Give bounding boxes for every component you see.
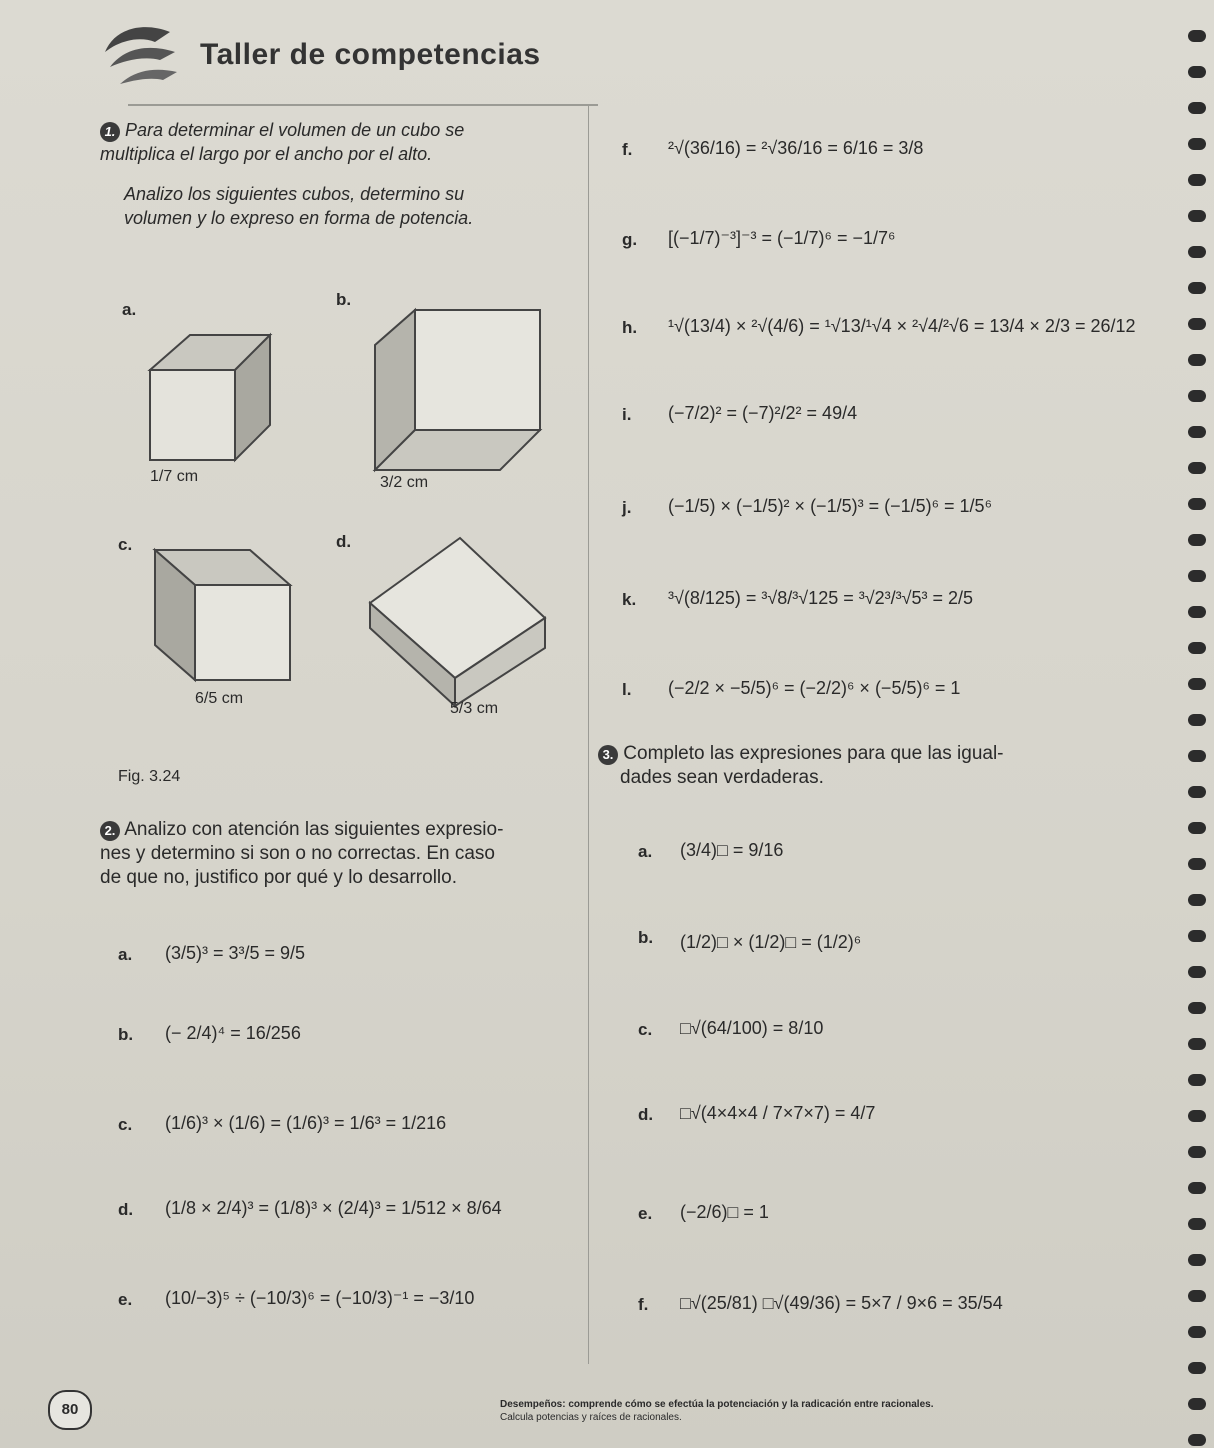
ex2-item-label: d. xyxy=(118,1200,134,1219)
spiral-hole xyxy=(1188,858,1206,870)
spiral-hole xyxy=(1188,534,1206,546)
spiral-hole xyxy=(1188,1038,1206,1050)
footer-performance-note xyxy=(500,1398,1060,1424)
cube-b-label: b. xyxy=(336,290,352,309)
figure-caption: Fig. 3.24 xyxy=(118,768,181,785)
ex3-item-label: e. xyxy=(638,1204,653,1223)
spiral-hole xyxy=(1188,390,1206,402)
spiral-hole xyxy=(1188,570,1206,582)
spiral-hole xyxy=(1188,102,1206,114)
spiral-hole xyxy=(1188,786,1206,798)
exercise-1-number: 1. xyxy=(100,122,120,142)
spiral-hole xyxy=(1188,66,1206,78)
cube-b-caption: 3/2 cm xyxy=(380,474,429,491)
cube-d xyxy=(360,528,550,713)
exercise-1-line: multiplica el largo por el ancho por el alto. xyxy=(100,144,433,164)
cube-c xyxy=(150,545,295,690)
spiral-hole xyxy=(1188,426,1206,438)
ex2-expression: (1/8 × 2/4)³ = (1/8)³ × (2/4)³ = 1/512 × 8/64 xyxy=(165,1198,502,1218)
column-divider xyxy=(588,104,589,1364)
spiral-hole xyxy=(1188,1398,1206,1410)
exercise-2-number: 2. xyxy=(100,821,120,841)
ex3-item-label: a. xyxy=(638,842,653,861)
spiral-hole xyxy=(1188,498,1206,510)
spiral-hole xyxy=(1188,1362,1206,1374)
spiral-binding xyxy=(1174,0,1214,1448)
ex3-expression: □√(4×4×4 / 7×7×7) = 4/7 xyxy=(680,1103,876,1123)
exercise-1-line: Para determinar el volumen de un cubo se xyxy=(125,120,465,140)
spiral-hole xyxy=(1188,822,1206,834)
ex3-expression: □√(64/100) = 8/10 xyxy=(680,1018,824,1038)
right-expression: (−2/2 × −5/5)⁶ = (−2/2)⁶ × (−5/5)⁶ = 1 xyxy=(668,678,961,698)
spiral-hole xyxy=(1188,30,1206,42)
footer-line: Desempeños: comprende cómo se efectúa la potenciación y la radicación entre racionales. xyxy=(500,1399,934,1410)
ex2-expression: (3/5)³ = 3³/5 = 9/5 xyxy=(165,943,306,963)
spiral-hole xyxy=(1188,894,1206,906)
right-expression: [(−1/7)⁻³]⁻³ = (−1/7)⁶ = −1/7⁶ xyxy=(668,228,896,248)
spiral-hole xyxy=(1188,714,1206,726)
spiral-hole xyxy=(1188,1146,1206,1158)
exercise-3-intro xyxy=(598,742,1098,790)
cube-a-caption: 1/7 cm xyxy=(150,468,199,485)
exercise-2-line: Analizo con atención las siguientes expresio- xyxy=(124,819,504,840)
exercise-3-line: dades sean verdaderas. xyxy=(620,767,824,788)
spiral-hole xyxy=(1188,642,1206,654)
spiral-hole xyxy=(1188,354,1206,366)
ex2-expression: (10/−3)⁵ ÷ (−10/3)⁶ = (−10/3)⁻¹ = −3/10 xyxy=(165,1288,475,1308)
ex2-expression: (1/6)³ × (1/6) = (1/6)³ = 1/6³ = 1/216 xyxy=(165,1113,447,1133)
right-item-label: g. xyxy=(622,230,638,249)
spiral-hole xyxy=(1188,174,1206,186)
footer-line: Calcula potencias y raíces de racionales. xyxy=(500,1412,682,1423)
cube-d-caption: 5/3 cm xyxy=(450,700,499,717)
right-item-label: j. xyxy=(622,498,632,517)
right-expression: (−1/5) × (−1/5)² × (−1/5)³ = (−1/5)⁶ = 1/5⁶ xyxy=(668,496,992,516)
spiral-hole xyxy=(1188,282,1206,294)
exercise-1-line: Analizo los siguientes cubos, determino su xyxy=(124,184,465,204)
right-item-label: l. xyxy=(622,680,632,699)
ex3-expression: □√(25/81) □√(49/36) = 5×7 / 9×6 = 35/54 xyxy=(680,1293,1003,1313)
right-expression: ²√(36/16) = ²√36/16 = 6/16 = 3/8 xyxy=(668,138,924,158)
right-item-label: h. xyxy=(622,318,638,337)
exercise-2-line: nes y determino si son o no correctas. En caso xyxy=(100,843,495,864)
cube-d-label: d. xyxy=(336,532,352,551)
ex2-item-label: c. xyxy=(118,1115,133,1134)
spiral-hole xyxy=(1188,1218,1206,1230)
cube-a xyxy=(145,330,275,470)
ex2-item-label: b. xyxy=(118,1025,134,1044)
right-expression: (−7/2)² = (−7)²/2² = 49/4 xyxy=(668,403,858,423)
ex2-item-label: a. xyxy=(118,945,133,964)
right-expression: ³√(8/125) = ³√8/³√125 = ³√2³/³√5³ = 2/5 xyxy=(668,588,974,608)
cube-a-label: a. xyxy=(122,300,137,319)
exercise-1-line: volumen y lo expreso en forma de potencia. xyxy=(124,208,474,228)
ex3-expression: (−2/6)□ = 1 xyxy=(680,1202,769,1222)
ex3-expression: (3/4)□ = 9/16 xyxy=(680,840,784,860)
cube-b xyxy=(370,305,545,480)
spiral-hole xyxy=(1188,1254,1206,1266)
spiral-hole xyxy=(1188,1326,1206,1338)
cube-c-label: c. xyxy=(118,535,133,554)
ex3-expression: (1/2)□ × (1/2)□ = (1/2)⁶ xyxy=(680,932,862,952)
spiral-hole xyxy=(1188,1074,1206,1086)
title-rule xyxy=(128,104,598,106)
book-logo-icon xyxy=(95,22,185,92)
spiral-hole xyxy=(1188,606,1206,618)
spiral-hole xyxy=(1188,1434,1206,1446)
page-title: Taller de competencias xyxy=(200,38,541,71)
exercise-1-intro xyxy=(100,118,570,166)
spiral-hole xyxy=(1188,318,1206,330)
ex3-item-label: b. xyxy=(638,928,654,947)
spiral-hole xyxy=(1188,1182,1206,1194)
right-item-label: i. xyxy=(622,405,632,424)
ex2-expression: (− 2/4)⁴ = 16/256 xyxy=(165,1023,301,1043)
exercise-2-line: de que no, justifico por qué y lo desarrollo. xyxy=(100,867,457,888)
spiral-hole xyxy=(1188,1110,1206,1122)
exercise-3-number: 3. xyxy=(598,745,618,765)
exercise-3-line: Completo las expresiones para que las igual- xyxy=(623,743,1004,764)
spiral-hole xyxy=(1188,1002,1206,1014)
ex3-item-label: d. xyxy=(638,1105,654,1124)
right-item-label: k. xyxy=(622,590,637,609)
spiral-hole xyxy=(1188,750,1206,762)
spiral-hole xyxy=(1188,678,1206,690)
spiral-hole xyxy=(1188,930,1206,942)
spiral-hole xyxy=(1188,966,1206,978)
spiral-hole xyxy=(1188,1290,1206,1302)
spiral-hole xyxy=(1188,246,1206,258)
page-number: 80 xyxy=(48,1390,92,1430)
spiral-hole xyxy=(1188,138,1206,150)
exercise-1-instructions xyxy=(124,182,594,230)
right-item-label: f. xyxy=(622,140,633,159)
ex2-item-label: e. xyxy=(118,1290,133,1309)
ex3-item-label: c. xyxy=(638,1020,653,1039)
right-expression: ¹√(13/4) × ²√(4/6) = ¹√13/¹√4 × ²√4/²√6 = 13/4 × 2/3 = 26/12 xyxy=(668,316,1136,336)
ex3-item-label: f. xyxy=(638,1295,649,1314)
cube-c-caption: 6/5 cm xyxy=(195,690,244,707)
spiral-hole xyxy=(1188,462,1206,474)
exercise-2-intro xyxy=(100,818,580,890)
spiral-hole xyxy=(1188,210,1206,222)
